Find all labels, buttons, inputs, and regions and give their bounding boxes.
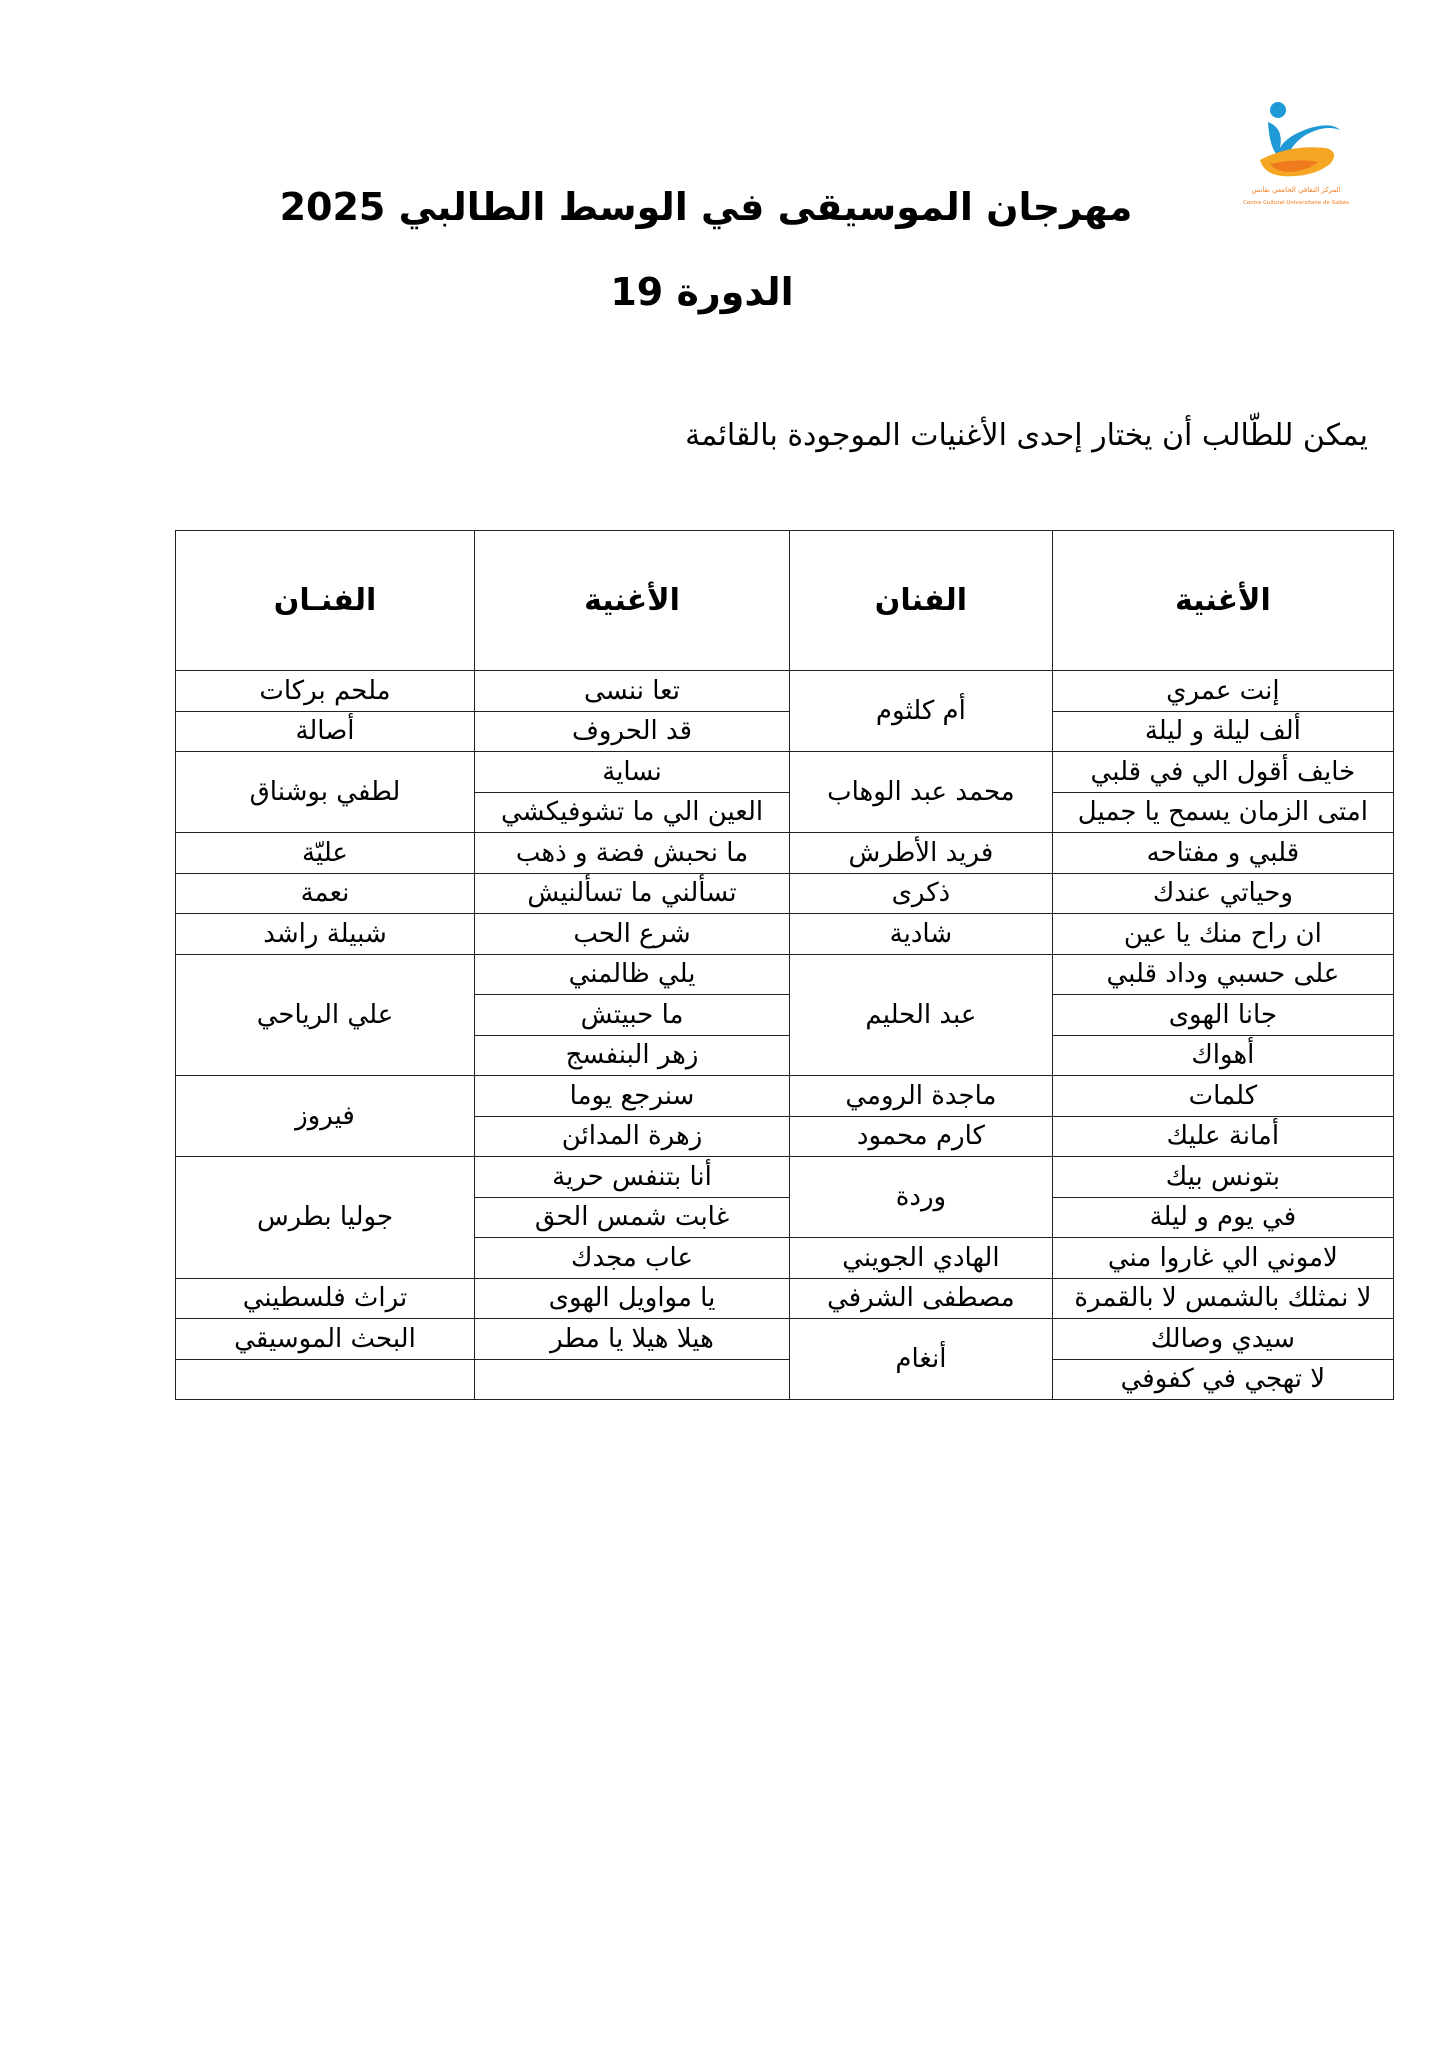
artist-cell: البحث الموسيقي xyxy=(176,1319,475,1360)
songs-table xyxy=(175,530,1394,1400)
table-row xyxy=(176,914,1394,955)
song-cell: تسألني ما تسألنيش xyxy=(474,873,789,914)
artist-cell: جوليا بطرس xyxy=(176,1157,475,1279)
intro-text: يمكن للطّالب أن يختار إحدى الأغنيات الموجودة بالقائمة xyxy=(685,418,1368,453)
artist-cell: تراث فلسطيني xyxy=(176,1278,475,1319)
song-cell: سيدي وصالك xyxy=(1052,1319,1393,1360)
artist-cell: أصالة xyxy=(176,711,475,752)
artist-cell: ذكرى xyxy=(790,873,1053,914)
artist-cell: عبد الحليم xyxy=(790,954,1053,1076)
song-cell: في يوم و ليلة xyxy=(1052,1197,1393,1238)
artist-cell: ماجدة الرومي xyxy=(790,1076,1053,1117)
song-cell: أهواك xyxy=(1052,1035,1393,1076)
table-row xyxy=(176,1359,1394,1400)
artist-cell: فريد الأطرش xyxy=(790,833,1053,874)
song-cell: أنا بتنفس حرية xyxy=(474,1157,789,1198)
table-row xyxy=(176,954,1394,995)
song-cell: شرع الحب xyxy=(474,914,789,955)
song-cell xyxy=(474,1359,789,1400)
artist-cell: نعمة xyxy=(176,873,475,914)
song-cell: نساية xyxy=(474,752,789,793)
song-cell: إنت عمري xyxy=(1052,671,1393,712)
song-cell: بتونس بيك xyxy=(1052,1157,1393,1198)
song-cell: يا مواويل الهوى xyxy=(474,1278,789,1319)
artist-cell: شادية xyxy=(790,914,1053,955)
song-cell: كلمات xyxy=(1052,1076,1393,1117)
song-cell: امتى الزمان يسمح يا جميل xyxy=(1052,792,1393,833)
song-cell: سنرجع يوما xyxy=(474,1076,789,1117)
table-row xyxy=(176,1076,1394,1117)
table-row xyxy=(176,1319,1394,1360)
artist-cell xyxy=(176,1359,475,1400)
song-cell: لاموني الي غاروا مني xyxy=(1052,1238,1393,1279)
page-title: مهرجان الموسيقى في الوسط الطالبي 2025 xyxy=(279,185,1133,229)
artist-cell: مصطفى الشرفي xyxy=(790,1278,1053,1319)
song-cell: لا تهجي في كفوفي xyxy=(1052,1359,1393,1400)
artist-cell: علي الرياحي xyxy=(176,954,475,1076)
song-cell: هيلا هيلا يا مطر xyxy=(474,1319,789,1360)
artist-cell: شبيلة راشد xyxy=(176,914,475,955)
song-cell: عاب مجدك xyxy=(474,1238,789,1279)
artist-cell: ملحم بركات xyxy=(176,671,475,712)
song-cell: وحياتي عندك xyxy=(1052,873,1393,914)
song-cell: زهرة المدائن xyxy=(474,1116,789,1157)
header-song-2: الأغنية xyxy=(474,531,789,671)
table-row xyxy=(176,1157,1394,1198)
table-row xyxy=(176,711,1394,752)
song-cell: خايف أقول الي في قلبي xyxy=(1052,752,1393,793)
song-cell: جانا الهوى xyxy=(1052,995,1393,1036)
header-artist-2: الفنـان xyxy=(176,531,475,671)
song-cell: يلي ظالمني xyxy=(474,954,789,995)
song-cell: زهر البنفسج xyxy=(474,1035,789,1076)
song-cell: لا نمثلك بالشمس لا بالقمرة xyxy=(1052,1278,1393,1319)
artist-cell: كارم محمود xyxy=(790,1116,1053,1157)
song-cell: ألف ليلة و ليلة xyxy=(1052,711,1393,752)
song-cell: قلبي و مفتاحه xyxy=(1052,833,1393,874)
artist-cell: أنغام xyxy=(790,1319,1053,1400)
header-artist-1: الفنان xyxy=(790,531,1053,671)
song-cell: العين الي ما تشوفيكشي xyxy=(474,792,789,833)
artist-cell: فيروز xyxy=(176,1076,475,1157)
artist-cell: محمد عبد الوهاب xyxy=(790,752,1053,833)
header-song-1: الأغنية xyxy=(1052,531,1393,671)
table-row xyxy=(176,1278,1394,1319)
logo-caption-fr: Centre Culturel Universitaire de Gabès xyxy=(1242,200,1350,206)
edition-title: الدورة 19 xyxy=(610,270,794,314)
artist-cell: أم كلثوم xyxy=(790,671,1053,752)
logo-caption-ar: المركز الثقافي الجامعي بقابس xyxy=(1251,186,1341,194)
artist-cell: الهادي الجويني xyxy=(790,1238,1053,1279)
song-cell: غابت شمس الحق xyxy=(474,1197,789,1238)
song-cell: على حسبي وداد قلبي xyxy=(1052,954,1393,995)
artist-cell: عليّة xyxy=(176,833,475,874)
song-cell: أمانة عليك xyxy=(1052,1116,1393,1157)
song-cell: تعا ننسى xyxy=(474,671,789,712)
artist-cell: لطفي بوشناق xyxy=(176,752,475,833)
table-row xyxy=(176,873,1394,914)
artist-cell: وردة xyxy=(790,1157,1053,1238)
table-row xyxy=(176,833,1394,874)
table-header-row xyxy=(176,531,1394,671)
song-cell: قد الحروف xyxy=(474,711,789,752)
song-cell: ان راح منك يا عين xyxy=(1052,914,1393,955)
song-cell: ما نحبش فضة و ذهب xyxy=(474,833,789,874)
table-row xyxy=(176,671,1394,712)
song-cell: ما حبيتش xyxy=(474,995,789,1036)
logo-head-icon xyxy=(1270,102,1286,118)
table-row xyxy=(176,752,1394,793)
